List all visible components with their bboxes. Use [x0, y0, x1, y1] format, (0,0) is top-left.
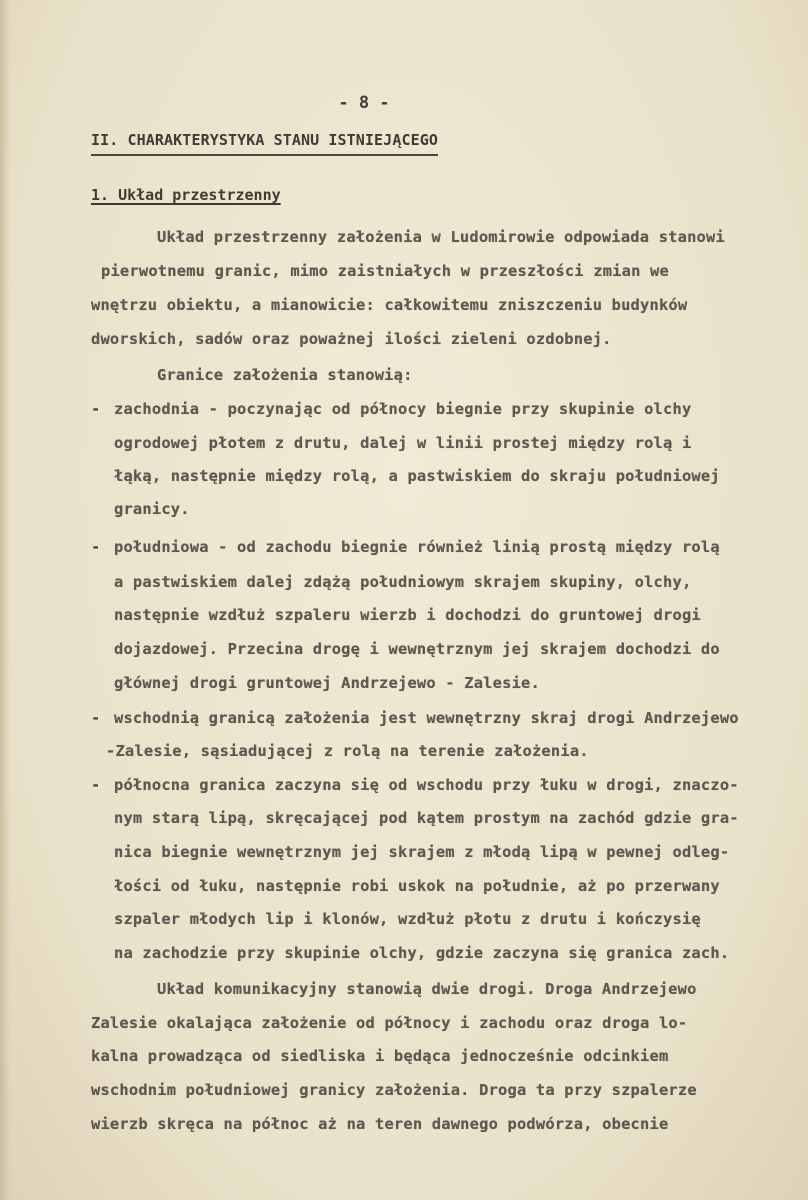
text-line: a pastwiskiem dalej zdążą południowym skrajem skupiny, olchy, [114, 573, 692, 591]
text-line: nica biegnie wewnętrznym jej skrajem z młodą lipą w pewnej odleg- [114, 843, 730, 861]
text-line: dworskich, sadów oraz poważnej ilości zieleni ozdobnej. [91, 330, 612, 348]
text-line: na zachodzie przy skupinie olchy, gdzie zaczyna się granica zach. [114, 944, 730, 962]
page-edge-shadow [0, 0, 10, 1200]
text-line: wierzb skręca na północ aż na teren dawnego podwórza, obecnie [91, 1115, 669, 1133]
list-bullet: - [91, 776, 101, 794]
text-line: głównej drogi gruntowej Andrzejewo - Zalesie. [114, 674, 540, 692]
text-line: -Zalesie, sąsiadującej z rolą na terenie założenia. [106, 742, 589, 760]
text-line: łości od łuku, następnie robi uskok na południe, aż po przerwany [114, 877, 720, 895]
text-line: Układ komunikacyjny stanowią dwie drogi. Droga Andrzejewo [157, 980, 697, 998]
text-line: zachodnia - poczynając od północy biegnie przy skupinie olchy [114, 400, 692, 418]
text-line: ogrodowej płotem z drutu, dalej w linii prostej między rolą i [114, 434, 692, 452]
text-line: Zalesie okalająca założenie od północy i zachodu oraz droga lo- [91, 1014, 688, 1032]
list-bullet: - [91, 709, 101, 727]
text-line: wschodnią granicą założenia jest wewnętrzny skraj drogi Andrzejewo [114, 709, 739, 727]
text-line: północna granica zaczyna się od wschodu przy łuku w drogi, znaczo- [114, 776, 739, 794]
text-line: kalna prowadząca od siedliska i będąca jednocześnie odcinkiem [91, 1047, 669, 1065]
text-line: Granice założenia stanowią: [157, 366, 413, 384]
page-number: - 8 - [338, 93, 390, 113]
text-line: granicy. [114, 500, 190, 518]
section-heading: II. CHARAKTERYSTYKA STANU ISTNIEJĄCEGO [91, 131, 438, 156]
text-line: południowa - od zachodu biegnie również linią prostą między rolą [114, 538, 720, 556]
text-line: Układ przestrzenny założenia w Ludomirowie odpowiada stanowi [157, 228, 725, 246]
text-line: łąką, następnie między rolą, a pastwiskiem do skraju południowej [114, 467, 720, 485]
text-line: pierwotnemu granic, mimo zaistniałych w przeszłości zmian we [101, 262, 669, 280]
list-bullet: - [91, 538, 101, 556]
text-line: następnie wzdłuż szpaleru wierzb i dochodzi do gruntowej drogi [114, 606, 701, 624]
text-line: wschodnim południowej granicy założenia. Droga ta przy szpalerze [91, 1081, 697, 1099]
list-bullet: - [91, 400, 101, 418]
subsection-heading: 1. Układ przestrzenny [91, 186, 281, 204]
text-line: szpaler młodych lip i klonów, wzdłuż płotu z drutu i kończysię [114, 910, 701, 928]
text-line: wnętrzu obiektu, a mianowicie: całkowitemu zniszczeniu budynków [91, 296, 688, 314]
text-line: dojazdowej. Przecina drogę i wewnętrznym jej skrajem dochodzi do [114, 640, 720, 658]
text-line: nym starą lipą, skręcającej pod kątem prostym na zachód gdzie gra- [114, 809, 739, 827]
